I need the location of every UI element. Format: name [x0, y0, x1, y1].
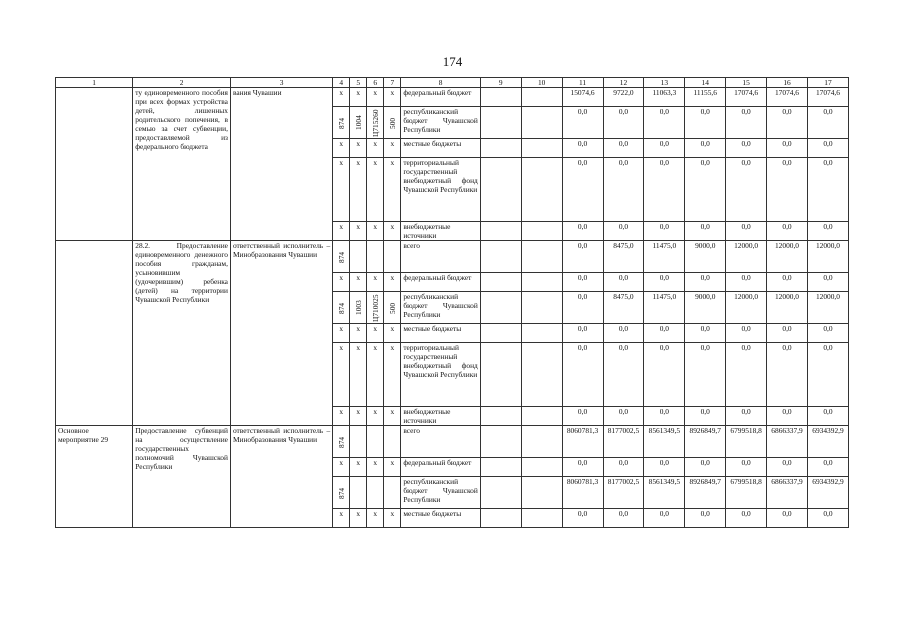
code-cell-c5: x [350, 324, 367, 343]
empty-cell-9 [480, 222, 521, 241]
code-cell-c5: 1004 [350, 107, 367, 139]
code-cell-c7 [384, 241, 401, 273]
value-cell: 0,0 [685, 343, 726, 407]
header-cell: 10 [521, 78, 562, 88]
budget-table [55, 77, 849, 528]
value-cell: 12000,0 [807, 241, 848, 273]
value-cell: 0,0 [685, 458, 726, 477]
header-cell: 16 [767, 78, 808, 88]
empty-cell-9 [480, 88, 521, 107]
value-cell: 0,0 [726, 407, 767, 426]
empty-cell-9 [480, 273, 521, 292]
value-cell: 12000,0 [726, 241, 767, 273]
value-cell: 6866337,9 [767, 426, 808, 458]
funding-source: республиканский бюджет Чувашской Республики [401, 292, 481, 324]
empty-cell-10 [521, 107, 562, 139]
empty-cell-9 [480, 158, 521, 222]
code-cell-c4: 874 [333, 292, 350, 324]
funding-source: всего [401, 241, 481, 273]
code-cell-c7: x [384, 139, 401, 158]
code-cell-c7 [384, 477, 401, 509]
header-cell: 1 [56, 78, 133, 88]
header-cell: 7 [384, 78, 401, 88]
funding-source: местные бюджеты [401, 139, 481, 158]
value-cell: 0,0 [767, 324, 808, 343]
table-row [56, 241, 849, 273]
group-col3: ответственный исполнитель – Минобразования Чувашии [230, 426, 332, 528]
value-cell: 0,0 [685, 509, 726, 528]
value-cell: 0,0 [644, 407, 685, 426]
header-cell: 2 [133, 78, 231, 88]
empty-cell-9 [480, 292, 521, 324]
empty-cell-10 [521, 458, 562, 477]
group-col1: Основное мероприятие 29 [56, 426, 133, 528]
code-cell-c5 [350, 241, 367, 273]
value-cell: 6934392,9 [807, 426, 848, 458]
code-cell-c7: x [384, 509, 401, 528]
value-cell: 0,0 [562, 324, 603, 343]
value-cell: 0,0 [726, 222, 767, 241]
code-cell-c5: x [350, 407, 367, 426]
funding-source: территориальный государственный внебюджетный фонд Чувашской Республики [401, 343, 481, 407]
header-cell: 9 [480, 78, 521, 88]
value-cell: 0,0 [603, 343, 644, 407]
group-col2: 28.2. Предоставление единовременного денежного пособия гражданам, усыновившим (удочерившим) ребенка (детей) на территории Чувашской Республики [133, 241, 231, 426]
value-cell: 17074,6 [767, 88, 808, 107]
value-cell: 17074,6 [807, 88, 848, 107]
funding-source: федеральный бюджет [401, 88, 481, 107]
group-col3: ответственный исполнитель – Минобразования Чувашии [230, 241, 332, 426]
value-cell: 6799518,8 [726, 477, 767, 509]
value-cell: 6799518,8 [726, 426, 767, 458]
code-cell-c7: 500 [384, 292, 401, 324]
value-cell: 0,0 [807, 324, 848, 343]
value-cell: 0,0 [807, 107, 848, 139]
code-cell-c7: x [384, 88, 401, 107]
empty-cell-9 [480, 477, 521, 509]
value-cell: 0,0 [562, 222, 603, 241]
value-cell: 0,0 [726, 107, 767, 139]
code-cell-c7: x [384, 273, 401, 292]
code-cell-c6: x [367, 509, 384, 528]
value-cell: 8475,0 [603, 292, 644, 324]
code-cell-c5: x [350, 509, 367, 528]
value-cell: 8475,0 [603, 241, 644, 273]
value-cell: 11155,6 [685, 88, 726, 107]
code-cell-c4: x [333, 88, 350, 107]
code-cell-c7: x [384, 343, 401, 407]
value-cell: 0,0 [562, 158, 603, 222]
code-cell-c5 [350, 477, 367, 509]
code-cell-c6: x [367, 222, 384, 241]
value-cell: 0,0 [562, 241, 603, 273]
code-cell-c5: x [350, 273, 367, 292]
value-cell: 11475,0 [644, 241, 685, 273]
header-cell: 17 [807, 78, 848, 88]
group-col3: вания Чувашии [230, 88, 332, 241]
value-cell: 0,0 [685, 158, 726, 222]
value-cell: 9000,0 [685, 292, 726, 324]
value-cell: 0,0 [807, 458, 848, 477]
funding-source: внебюджетные источники [401, 407, 481, 426]
value-cell: 0,0 [807, 158, 848, 222]
value-cell: 0,0 [685, 407, 726, 426]
value-cell: 0,0 [603, 407, 644, 426]
value-cell: 15074,6 [562, 88, 603, 107]
code-cell-c4: x [333, 458, 350, 477]
value-cell: 0,0 [603, 458, 644, 477]
value-cell: 0,0 [644, 343, 685, 407]
code-cell-c7: 500 [384, 107, 401, 139]
header-cell: 15 [726, 78, 767, 88]
value-cell: 0,0 [562, 458, 603, 477]
header-row [56, 78, 849, 88]
value-cell: 0,0 [726, 273, 767, 292]
value-cell: 12000,0 [807, 292, 848, 324]
value-cell: 0,0 [807, 343, 848, 407]
table-row [56, 426, 849, 458]
value-cell: 0,0 [644, 273, 685, 292]
value-cell: 8177002,5 [603, 426, 644, 458]
group-col2: Предоставление субвенций на осуществление государственных полномочий Чувашской Республики [133, 426, 231, 528]
code-cell-c4: x [333, 509, 350, 528]
code-cell-c4: x [333, 139, 350, 158]
funding-source: республиканский бюджет Чувашской Республики [401, 107, 481, 139]
funding-source: республиканский бюджет Чувашской Республики [401, 477, 481, 509]
value-cell: 0,0 [767, 273, 808, 292]
code-cell-c7: x [384, 324, 401, 343]
header-cell: 11 [562, 78, 603, 88]
value-cell: 0,0 [562, 139, 603, 158]
value-cell: 0,0 [767, 107, 808, 139]
value-cell: 0,0 [603, 107, 644, 139]
code-cell-c7 [384, 426, 401, 458]
value-cell: 0,0 [603, 324, 644, 343]
value-cell: 0,0 [644, 458, 685, 477]
funding-source: всего [401, 426, 481, 458]
value-cell: 0,0 [603, 273, 644, 292]
value-cell: 8926849,7 [685, 426, 726, 458]
value-cell: 9000,0 [685, 241, 726, 273]
value-cell: 8561349,5 [644, 477, 685, 509]
value-cell: 0,0 [726, 158, 767, 222]
value-cell: 0,0 [726, 458, 767, 477]
code-cell-c7: x [384, 407, 401, 426]
header-cell: 6 [367, 78, 384, 88]
code-cell-c5: 1003 [350, 292, 367, 324]
value-cell: 0,0 [726, 343, 767, 407]
code-cell-c6: x [367, 139, 384, 158]
value-cell: 0,0 [726, 324, 767, 343]
value-cell: 0,0 [562, 292, 603, 324]
value-cell: 0,0 [603, 139, 644, 158]
value-cell: 0,0 [603, 509, 644, 528]
empty-cell-10 [521, 407, 562, 426]
value-cell: 0,0 [807, 509, 848, 528]
code-cell-c7: x [384, 458, 401, 477]
value-cell: 0,0 [685, 139, 726, 158]
value-cell: 0,0 [644, 139, 685, 158]
code-cell-c6: x [367, 324, 384, 343]
header-cell: 3 [230, 78, 332, 88]
value-cell: 8060781,3 [562, 477, 603, 509]
value-cell: 0,0 [644, 107, 685, 139]
empty-cell-9 [480, 509, 521, 528]
value-cell: 0,0 [726, 509, 767, 528]
value-cell: 0,0 [644, 509, 685, 528]
value-cell: 0,0 [644, 324, 685, 343]
code-cell-c5: x [350, 458, 367, 477]
empty-cell-10 [521, 324, 562, 343]
value-cell: 0,0 [767, 509, 808, 528]
code-cell-c6: x [367, 158, 384, 222]
code-cell-c6 [367, 477, 384, 509]
code-cell-c6 [367, 241, 384, 273]
value-cell: 8177002,5 [603, 477, 644, 509]
code-cell-c4: x [333, 222, 350, 241]
code-cell-c6: Ц710025 [367, 292, 384, 324]
code-cell-c6: x [367, 273, 384, 292]
group-col1 [56, 88, 133, 241]
code-cell-c4: x [333, 343, 350, 407]
header-cell: 5 [350, 78, 367, 88]
value-cell: 17074,6 [726, 88, 767, 107]
empty-cell-9 [480, 107, 521, 139]
empty-cell-10 [521, 292, 562, 324]
value-cell: 0,0 [562, 509, 603, 528]
group-col1 [56, 241, 133, 426]
funding-source: территориальный государственный внебюджетный фонд Чувашской Республики [401, 158, 481, 222]
empty-cell-10 [521, 222, 562, 241]
value-cell: 12000,0 [767, 241, 808, 273]
empty-cell-9 [480, 241, 521, 273]
header-cell: 4 [333, 78, 350, 88]
code-cell-c6: x [367, 407, 384, 426]
value-cell: 0,0 [562, 343, 603, 407]
empty-cell-9 [480, 343, 521, 407]
value-cell: 0,0 [767, 139, 808, 158]
value-cell: 0,0 [644, 222, 685, 241]
header-cell: 12 [603, 78, 644, 88]
code-cell-c7: x [384, 222, 401, 241]
empty-cell-9 [480, 139, 521, 158]
value-cell: 0,0 [562, 273, 603, 292]
code-cell-c4: x [333, 324, 350, 343]
empty-cell-10 [521, 139, 562, 158]
value-cell: 0,0 [807, 407, 848, 426]
empty-cell-10 [521, 426, 562, 458]
value-cell: 0,0 [562, 107, 603, 139]
code-cell-c4: 874 [333, 477, 350, 509]
code-cell-c4: x [333, 407, 350, 426]
empty-cell-9 [480, 458, 521, 477]
value-cell: 8926849,7 [685, 477, 726, 509]
code-cell-c7: x [384, 158, 401, 222]
code-cell-c4: x [333, 158, 350, 222]
value-cell: 6934392,9 [807, 477, 848, 509]
code-cell-c5: x [350, 88, 367, 107]
code-cell-c4: 874 [333, 426, 350, 458]
value-cell: 0,0 [603, 158, 644, 222]
value-cell: 0,0 [644, 158, 685, 222]
page-number: 174 [442, 54, 463, 69]
code-cell-c5: x [350, 222, 367, 241]
code-cell-c5: x [350, 139, 367, 158]
header-cell: 14 [685, 78, 726, 88]
empty-cell-10 [521, 273, 562, 292]
code-cell-c6: x [367, 458, 384, 477]
value-cell: 0,0 [767, 158, 808, 222]
funding-source: местные бюджеты [401, 324, 481, 343]
value-cell: 0,0 [685, 273, 726, 292]
value-cell: 0,0 [562, 407, 603, 426]
value-cell: 0,0 [767, 407, 808, 426]
code-cell-c6 [367, 426, 384, 458]
empty-cell-10 [521, 509, 562, 528]
empty-cell-10 [521, 343, 562, 407]
empty-cell-9 [480, 426, 521, 458]
code-cell-c6: Ц715260 [367, 107, 384, 139]
funding-source: местные бюджеты [401, 509, 481, 528]
code-cell-c4: 874 [333, 241, 350, 273]
empty-cell-10 [521, 158, 562, 222]
value-cell: 12000,0 [726, 292, 767, 324]
code-cell-c4: x [333, 273, 350, 292]
value-cell: 0,0 [767, 222, 808, 241]
value-cell: 8561349,5 [644, 426, 685, 458]
value-cell: 0,0 [726, 139, 767, 158]
value-cell: 0,0 [767, 458, 808, 477]
empty-cell-9 [480, 324, 521, 343]
value-cell: 0,0 [767, 343, 808, 407]
funding-source: федеральный бюджет [401, 458, 481, 477]
value-cell: 0,0 [807, 139, 848, 158]
code-cell-c6: x [367, 88, 384, 107]
header-cell: 8 [401, 78, 481, 88]
value-cell: 0,0 [685, 324, 726, 343]
funding-source: федеральный бюджет [401, 273, 481, 292]
value-cell: 9722,0 [603, 88, 644, 107]
value-cell: 8060781,3 [562, 426, 603, 458]
value-cell: 11063,3 [644, 88, 685, 107]
value-cell: 0,0 [685, 222, 726, 241]
code-cell-c4: 874 [333, 107, 350, 139]
value-cell: 0,0 [685, 107, 726, 139]
funding-source: внебюджетные источники [401, 222, 481, 241]
group-col2: ту единовременного пособия при всех формах устройства детей, лишенных родительского попечения, в семью за счет субвенции, предоставляемой из федерального бюджета [133, 88, 231, 241]
code-cell-c5: x [350, 158, 367, 222]
code-cell-c5: x [350, 343, 367, 407]
value-cell: 12000,0 [767, 292, 808, 324]
value-cell: 0,0 [807, 273, 848, 292]
empty-cell-10 [521, 477, 562, 509]
empty-cell-9 [480, 407, 521, 426]
empty-cell-10 [521, 241, 562, 273]
code-cell-c5 [350, 426, 367, 458]
table-row [56, 88, 849, 107]
value-cell: 11475,0 [644, 292, 685, 324]
header-cell: 13 [644, 78, 685, 88]
value-cell: 0,0 [603, 222, 644, 241]
empty-cell-10 [521, 88, 562, 107]
code-cell-c6: x [367, 343, 384, 407]
value-cell: 0,0 [807, 222, 848, 241]
value-cell: 6866337,9 [767, 477, 808, 509]
